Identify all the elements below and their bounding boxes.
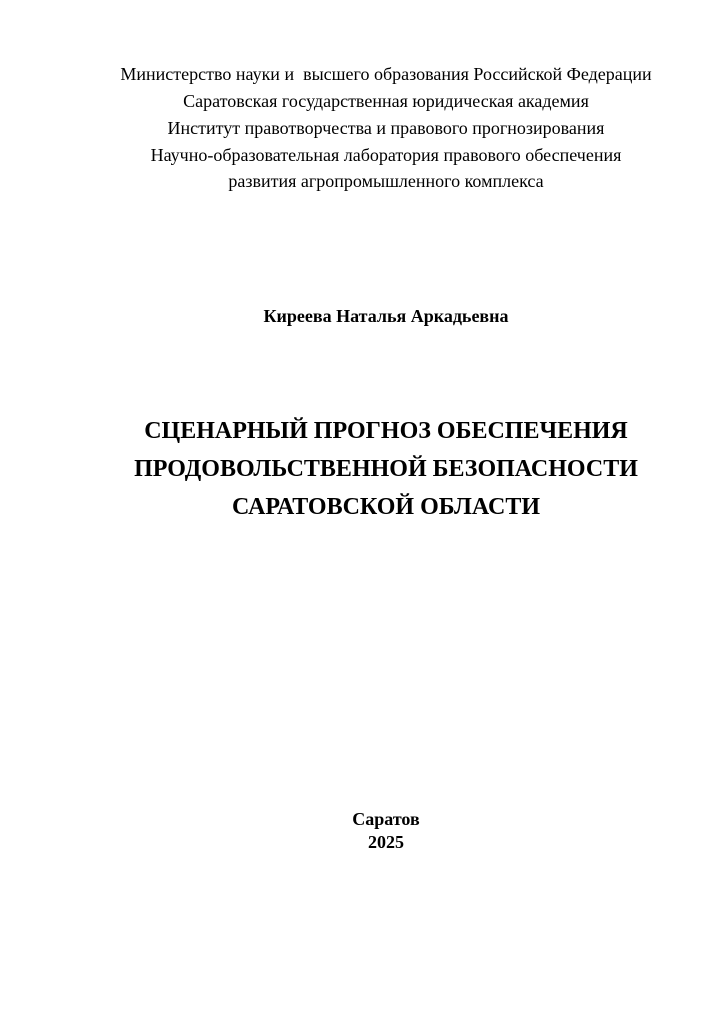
title-line-1: СЦЕНАРНЫЙ ПРОГНОЗ ОБЕСПЕЧЕНИЯ [144,418,628,444]
institute-line: Институт правотворчества и правового прогнозирования [167,118,605,138]
title-line-2: ПРОДОВОЛЬСТВЕННОЙ БЕЗОПАСНОСТИ [134,456,638,482]
institution-header [104,61,668,195]
imprint-city: Саратов [352,809,420,829]
ministry-line: Министерство науки и высшего образования Российской Федерации [120,64,652,84]
document-title [104,412,668,526]
imprint [104,808,668,854]
academy-line: Саратовская государственная юридическая академия [183,91,589,111]
laboratory-line: Научно-образовательная лаборатория правового обеспечения развития агропромышленного комплекса [150,145,626,191]
imprint-year: 2025 [368,832,404,852]
title-line-3: САРАТОВСКОЙ ОБЛАСТИ [231,494,541,520]
author-name: Киреева Наталья Аркадьевна [263,306,509,326]
